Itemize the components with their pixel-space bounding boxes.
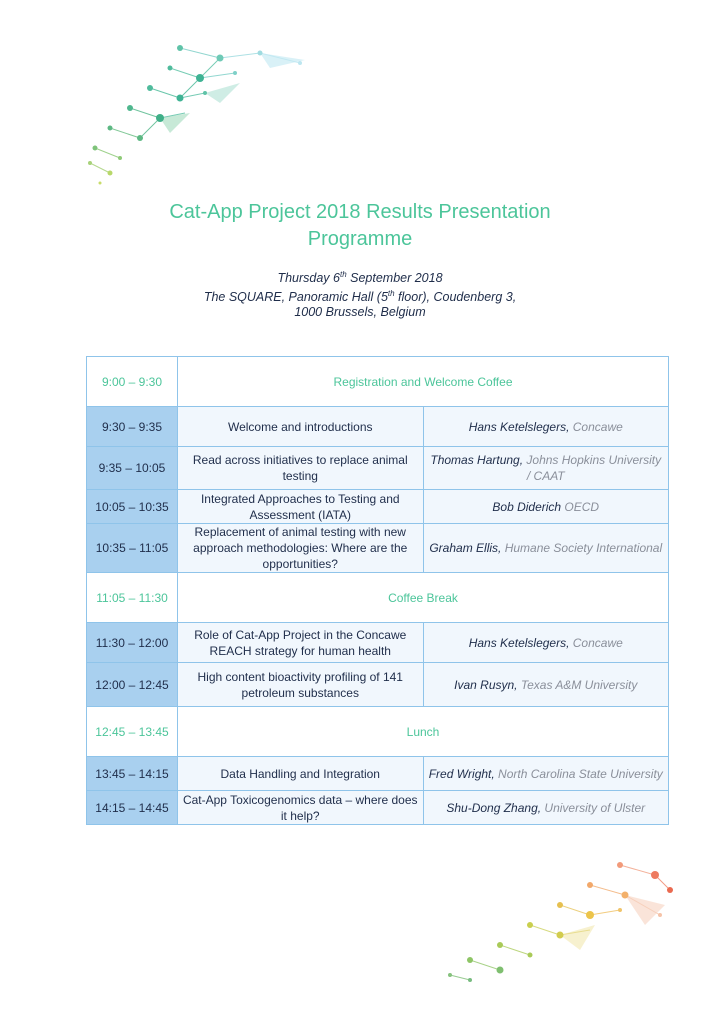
session-speaker: Shu-Dong Zhang, University of Ulster: [423, 791, 669, 825]
page-title: Cat-App Project 2018 Results Presentation: [169, 201, 551, 223]
session-speaker: Graham Ellis, Humane Society International: [423, 524, 669, 573]
session-title: Read across initiatives to replace animal testing: [178, 447, 424, 490]
session-speaker: Fred Wright, North Carolina State University: [423, 757, 669, 791]
session-title: High content bioactivity profiling of 141 petroleum substances: [178, 663, 424, 707]
session-time: 10:35 – 11:05: [87, 524, 178, 573]
session-speaker: Hans Ketelslegers, Concawe: [423, 407, 669, 447]
session-time: 12:00 – 12:45: [87, 663, 178, 707]
table-row: [87, 757, 669, 791]
session-title: Integrated Approaches to Testing and Assessment (IATA): [178, 490, 424, 524]
break-title: Lunch: [178, 707, 669, 757]
table-row: [87, 623, 669, 663]
session-time: 9:00 – 9:30: [87, 357, 178, 407]
session-title: Welcome and introductions: [178, 407, 424, 447]
event-date: Thursday 6th September 2018: [277, 270, 443, 286]
session-time: 10:05 – 10:35: [87, 490, 178, 524]
table-row: [87, 490, 669, 524]
session-time: 11:05 – 11:30: [87, 573, 178, 623]
session-speaker: Ivan Rusyn, Texas A&M University: [423, 663, 669, 707]
session-title: Replacement of animal testing with new approach methodologies: Where are the opportunities?: [178, 524, 424, 573]
network-decoration-bottom: [440, 855, 680, 985]
session-title: Cat-App Toxicogenomics data – where does it help?: [178, 791, 424, 825]
table-row: [87, 791, 669, 825]
session-time: 9:35 – 10:05: [87, 447, 178, 490]
network-decoration-top: [80, 38, 330, 188]
table-row: [87, 524, 669, 573]
session-speaker: Hans Ketelslegers, Concawe: [423, 623, 669, 663]
table-row: [87, 663, 669, 707]
event-city: 1000 Brussels, Belgium: [294, 305, 426, 319]
break-title: Registration and Welcome Coffee: [178, 357, 669, 407]
session-time: 11:30 – 12:00: [87, 623, 178, 663]
session-title: Role of Cat-App Project in the Concawe REACH strategy for human health: [178, 623, 424, 663]
event-venue: The SQUARE, Panoramic Hall (5th floor), Coudenberg 3,: [203, 289, 517, 305]
session-time: 12:45 – 13:45: [87, 707, 178, 757]
break-title: Coffee Break: [178, 573, 669, 623]
session-time: 9:30 – 9:35: [87, 407, 178, 447]
session-title: Data Handling and Integration: [178, 757, 424, 791]
table-row: [87, 357, 669, 407]
session-time: 14:15 – 14:45: [87, 791, 178, 825]
table-row: [87, 573, 669, 623]
session-speaker: Bob Diderich OECD: [423, 490, 669, 524]
table-row: [87, 407, 669, 447]
programme-table: [86, 356, 669, 825]
page-subtitle: Programme: [307, 228, 413, 250]
session-time: 13:45 – 14:15: [87, 757, 178, 791]
table-row: [87, 447, 669, 490]
session-speaker: Thomas Hartung, Johns Hopkins University / CAAT: [423, 447, 669, 490]
table-row: [87, 707, 669, 757]
